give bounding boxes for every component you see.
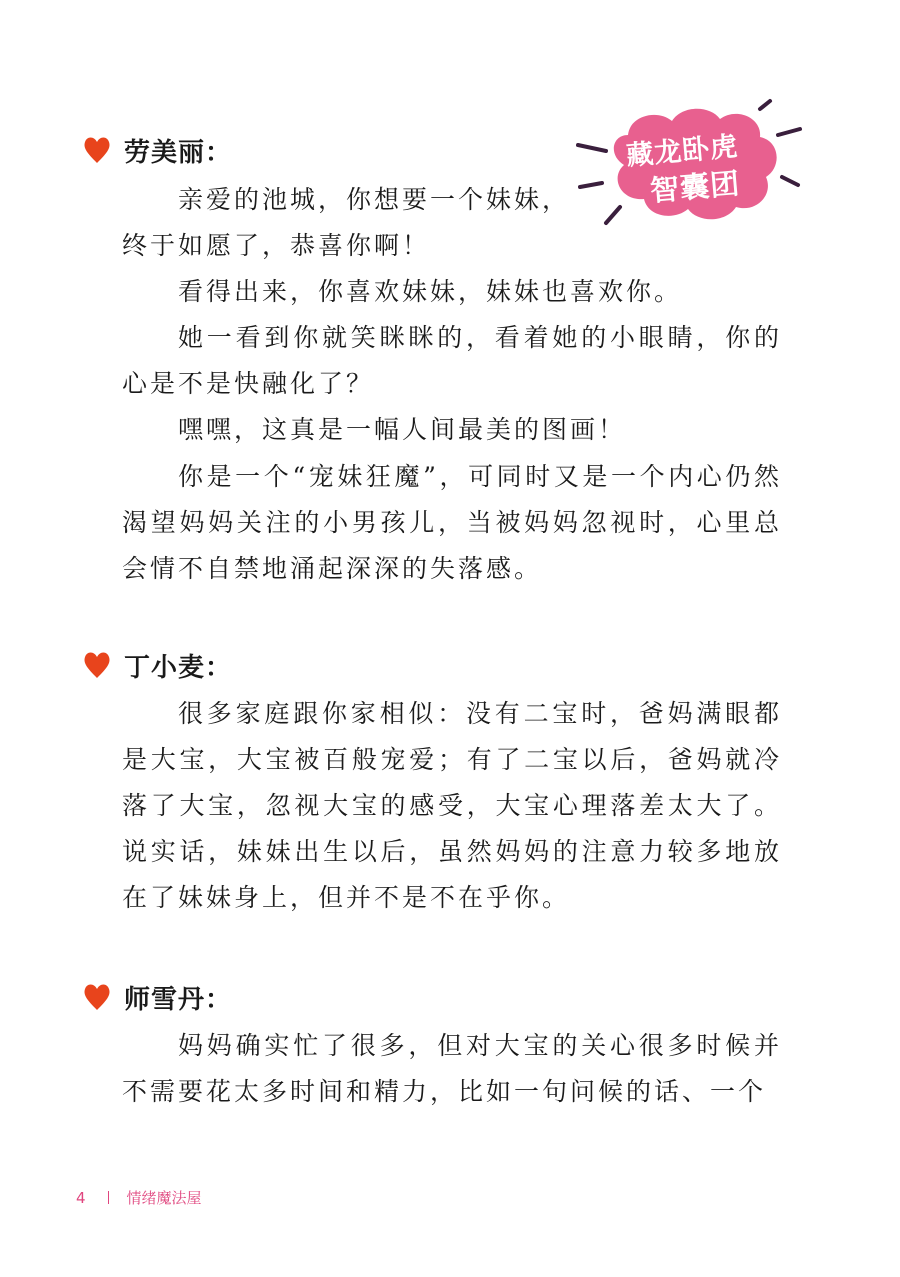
page-number: 4 <box>76 1188 86 1207</box>
footer-divider <box>108 1191 109 1204</box>
heart-icon <box>82 135 112 165</box>
paragraph: 她一看到你就笑眯眯的，看着她的小眼睛，你的心是不是快融化了？ <box>122 323 782 398</box>
book-title: 情绪魔法屋 <box>126 1189 202 1207</box>
paragraph: 看得出来，你喜欢妹妹，妹妹也喜欢你。 <box>178 277 683 306</box>
paragraph: 亲爱的池城，你想要一个妹妹， <box>178 185 571 214</box>
speaker-name: 丁小麦： <box>124 652 233 683</box>
speaker-name: 劳美丽： <box>124 137 233 168</box>
heart-icon <box>82 982 112 1012</box>
badge-line-2: 智囊团 <box>648 166 742 208</box>
badge-line-1: 藏龙卧虎 <box>625 131 740 172</box>
paragraph: 很多家庭跟你家相似：没有二宝时，爸妈满眼都是大宝，大宝被百般宠爱；有了二宝以后，爸妈就冷落了大宝，忽视大宝的感受，大宝心理落差太大了。说实话，妹妹出生以后，虽然妈妈的注意力较多地放在了妹妹身上，但并不是不在乎你。 <box>122 699 782 912</box>
paragraph: 终于如愿了，恭喜你啊！ <box>122 231 431 260</box>
heart-icon <box>82 650 112 680</box>
speaker-heading <box>82 977 232 1017</box>
page-footer <box>76 1187 202 1208</box>
paragraph: 嘿嘿，这真是一幅人间最美的图画！ <box>178 415 627 444</box>
speaker-name: 师雪丹： <box>124 984 233 1015</box>
speaker-heading <box>82 130 232 170</box>
paragraph: 你是一个“宠妹狂魔”，可同时又是一个内心仍然渴望妈妈关注的小男孩儿，当被妈妈忽视时，心里总会情不自禁地涌起深深的失落感。 <box>122 462 782 583</box>
speaker-heading <box>82 645 232 685</box>
paragraph: 妈妈确实忙了很多，但对大宝的关心很多时候并不需要花太多时间和精力，比如一句问候的话、一个 <box>122 1031 782 1106</box>
